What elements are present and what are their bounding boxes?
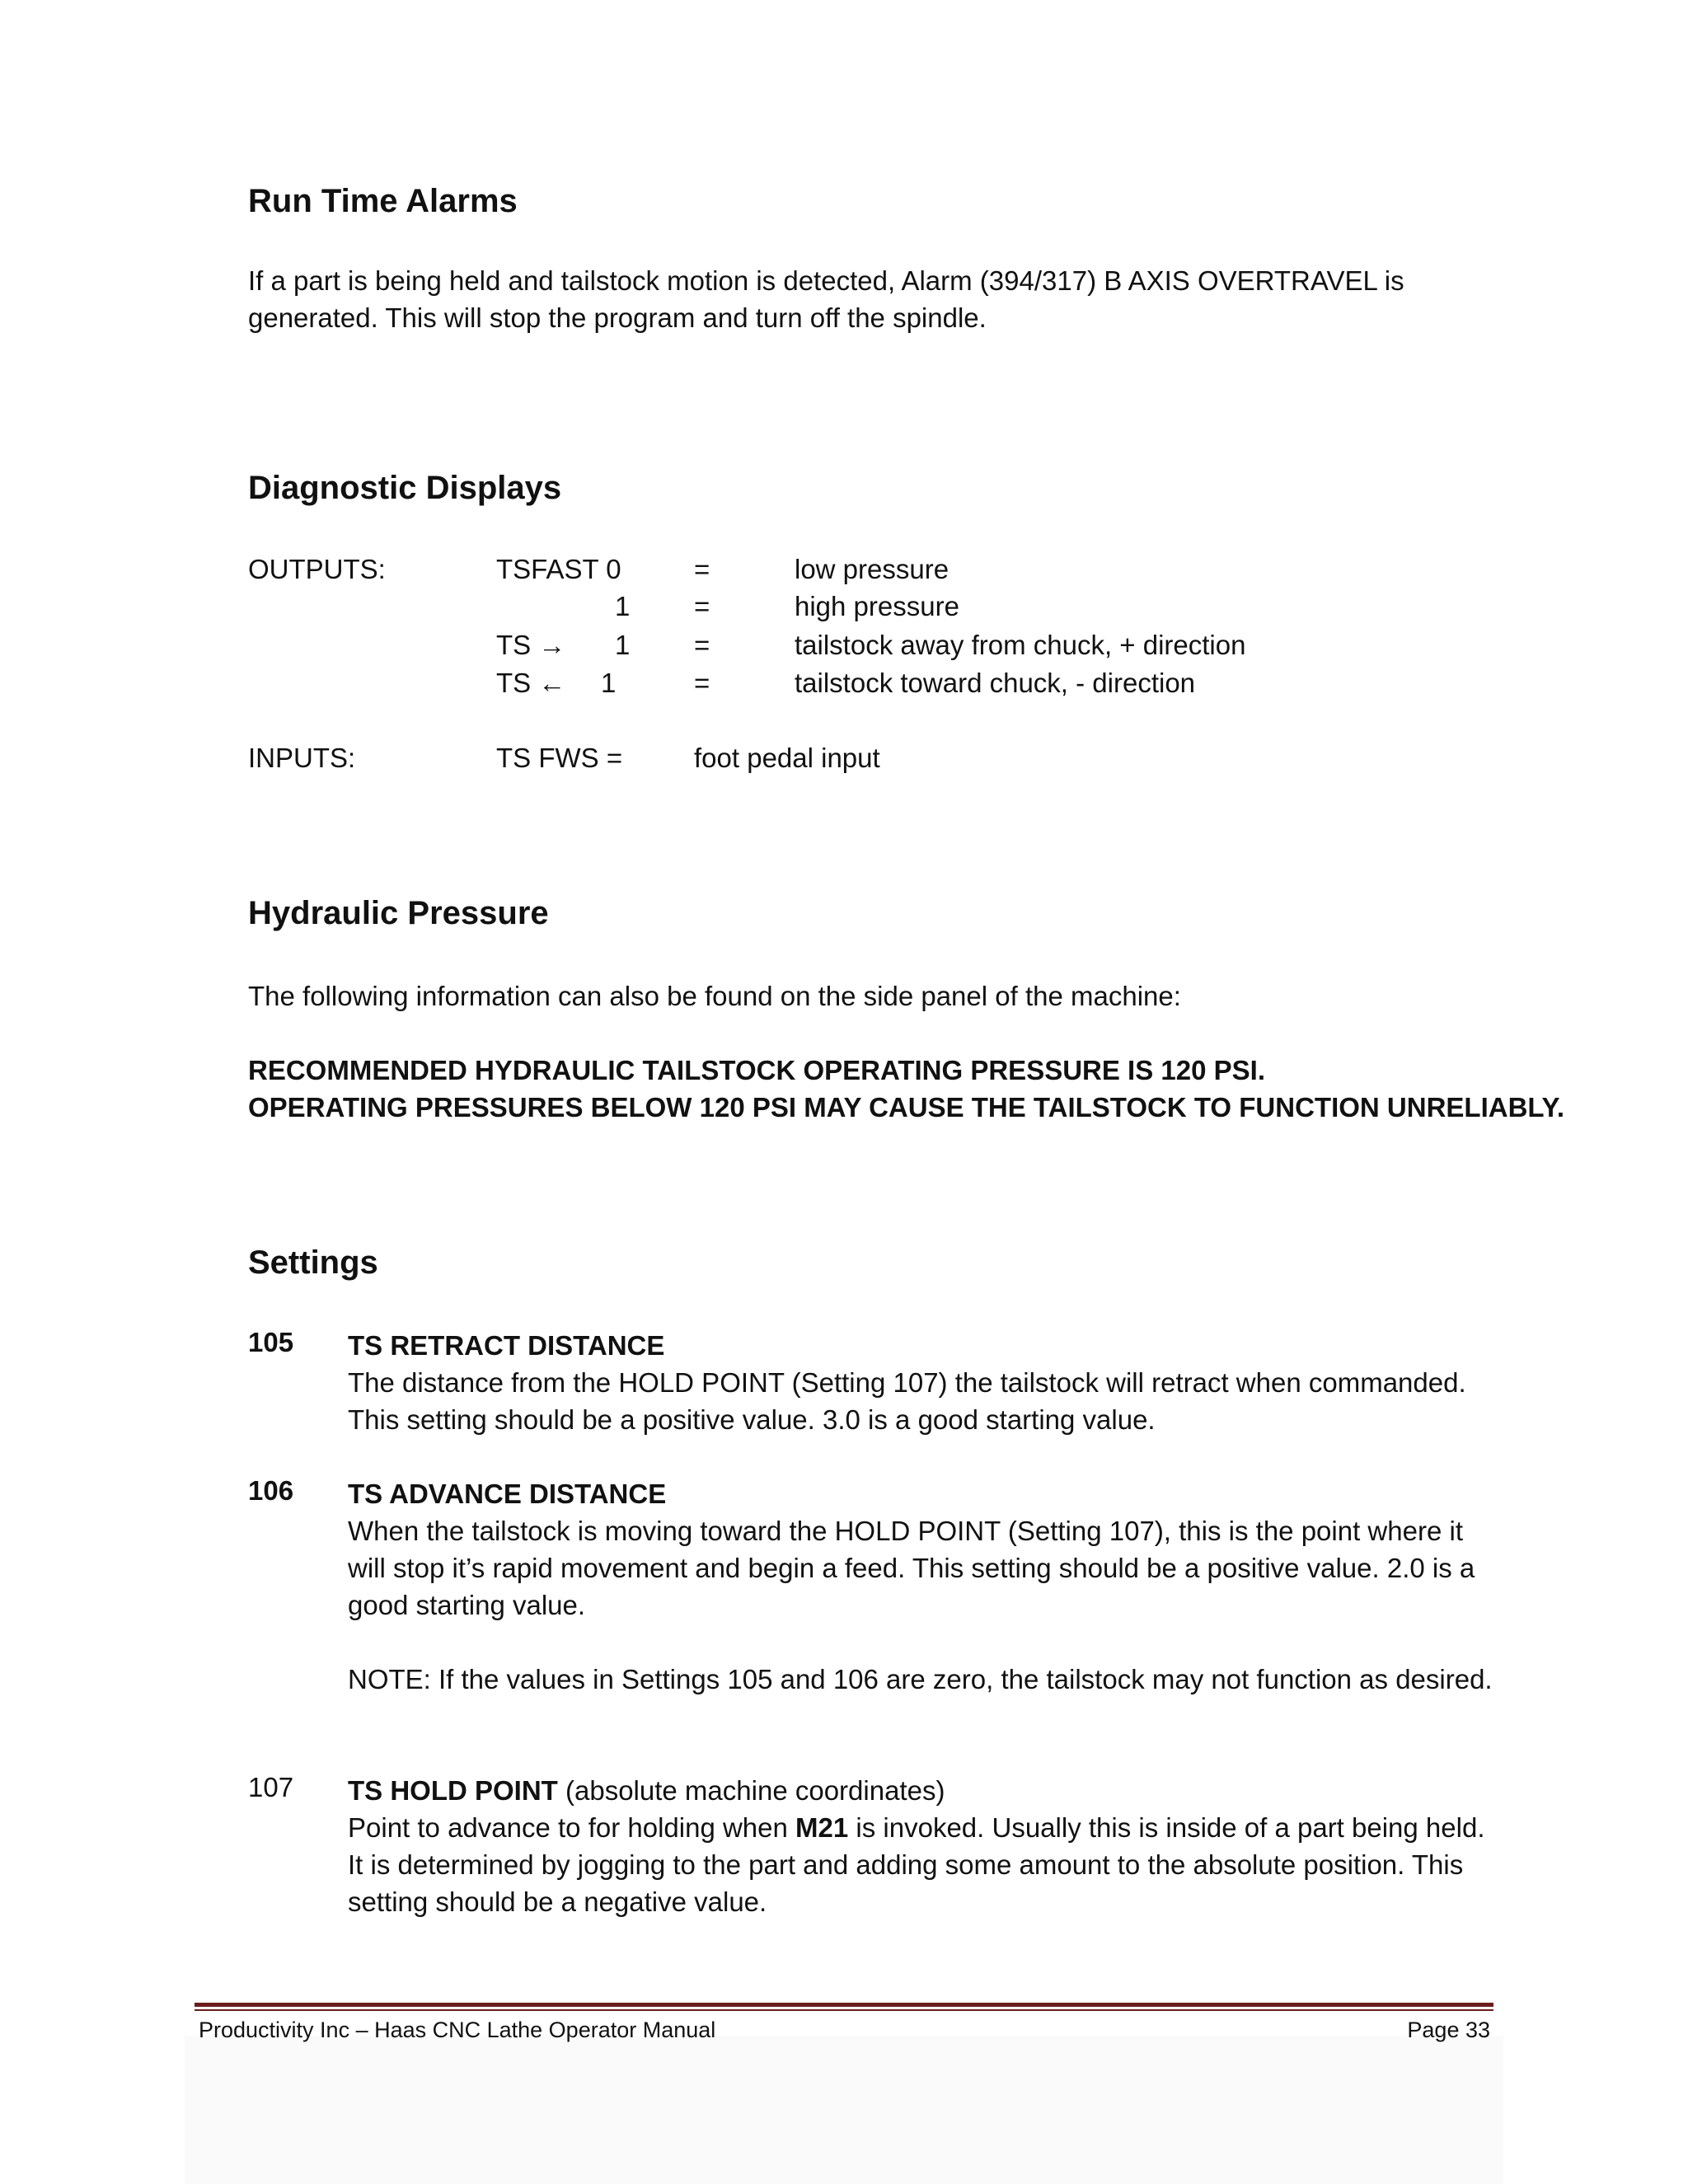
output-equals: =	[694, 591, 710, 621]
output-description: low pressure	[795, 554, 950, 584]
setting-title: TS HOLD POINT	[348, 1775, 558, 1806]
setting-code-m21: M21	[795, 1812, 849, 1843]
setting-description: The distance from the HOLD POINT (Setting 107) the tailstock will retract when commanded. This setting should be a positive value. 3.0 is a good starting value.	[348, 1367, 1466, 1435]
output-name: TSFAST 0	[496, 554, 621, 584]
setting-description: When the tailstock is moving toward the HOLD POINT (Setting 107), this is the point where it will stop it’s rapid movement and begin a feed. This setting should be a positive value. 2.0 is a good starting value.	[348, 1516, 1475, 1620]
setting-text-after: is invoked. Usually this is inside of a part being held. It is determined by jogging to the part and adding some amount to the absolute position. This setting should be a negative value.	[348, 1812, 1485, 1917]
setting-title: TS RETRACT DISTANCE	[348, 1330, 665, 1361]
setting-text-before: Point to advance to for holding when	[348, 1812, 796, 1843]
inputs-label: INPUTS:	[248, 743, 356, 773]
output-equals: =	[694, 554, 710, 584]
output-name: 1	[615, 591, 631, 621]
output-description: tailstock away from chuck, + direction	[795, 630, 1246, 660]
setting-description	[348, 1809, 1502, 1920]
heading-settings: Settings	[248, 1244, 378, 1281]
setting-number: 107	[248, 1772, 294, 1802]
output-equals: =	[694, 668, 710, 698]
setting-number: 106	[248, 1475, 294, 1506]
heading-hydraulic-pressure: Hydraulic Pressure	[248, 895, 549, 931]
setting-105	[348, 1327, 1502, 1438]
run-time-alarms-text: If a part is being held and tailstock motion is detected, Alarm (394/317) B AXIS OVERTRAVEL is generated. This will stop the program and turn off the spindle.	[248, 265, 1404, 333]
footer-page-number: Page 33	[1407, 2018, 1490, 2042]
output-name: TS ←	[496, 668, 566, 698]
output-name: TS →	[496, 630, 566, 660]
output-value: 1	[615, 630, 631, 660]
setting-title: TS ADVANCE DISTANCE	[348, 1479, 667, 1509]
setting-number: 105	[248, 1327, 294, 1357]
heading-diagnostic-displays: Diagnostic Displays	[248, 470, 562, 506]
setting-note: NOTE: If the values in Settings 105 and 106 are zero, the tailstock may not function as desired.	[348, 1664, 1493, 1694]
output-description: high pressure	[795, 591, 959, 621]
footer-rule-thin	[195, 2009, 1493, 2011]
outputs-label: OUTPUTS:	[248, 554, 386, 584]
heading-run-time-alarms: Run Time Alarms	[248, 183, 518, 219]
input-description: foot pedal input	[694, 743, 880, 773]
input-name: TS FWS =	[496, 743, 623, 773]
hydraulic-pressure-text: The following information can also be found on the side panel of the machine:	[248, 981, 1181, 1011]
pressure-warning-line-2: OPERATING PRESSURES BELOW 120 PSI MAY CAUSE THE TAILSTOCK TO FUNCTION UNRELIABLY.	[248, 1092, 1565, 1122]
output-value: 1	[601, 668, 617, 698]
setting-107	[348, 1772, 1502, 1920]
pressure-warning-line-1: RECOMMENDED HYDRAULIC TAILSTOCK OPERATING PRESSURE IS 120 PSI.	[248, 1055, 1265, 1085]
output-description: tailstock toward chuck, - direction	[795, 668, 1196, 698]
setting-106	[348, 1475, 1502, 1698]
page-shade	[185, 2036, 1503, 2184]
footer-rule	[195, 2003, 1493, 2007]
output-equals: =	[694, 630, 710, 660]
setting-title-suffix: (absolute machine coordinates)	[557, 1775, 945, 1806]
footer-manual-title: Productivity Inc – Haas CNC Lathe Operator Manual	[199, 2018, 716, 2042]
setting-title-row	[348, 1772, 1502, 1809]
